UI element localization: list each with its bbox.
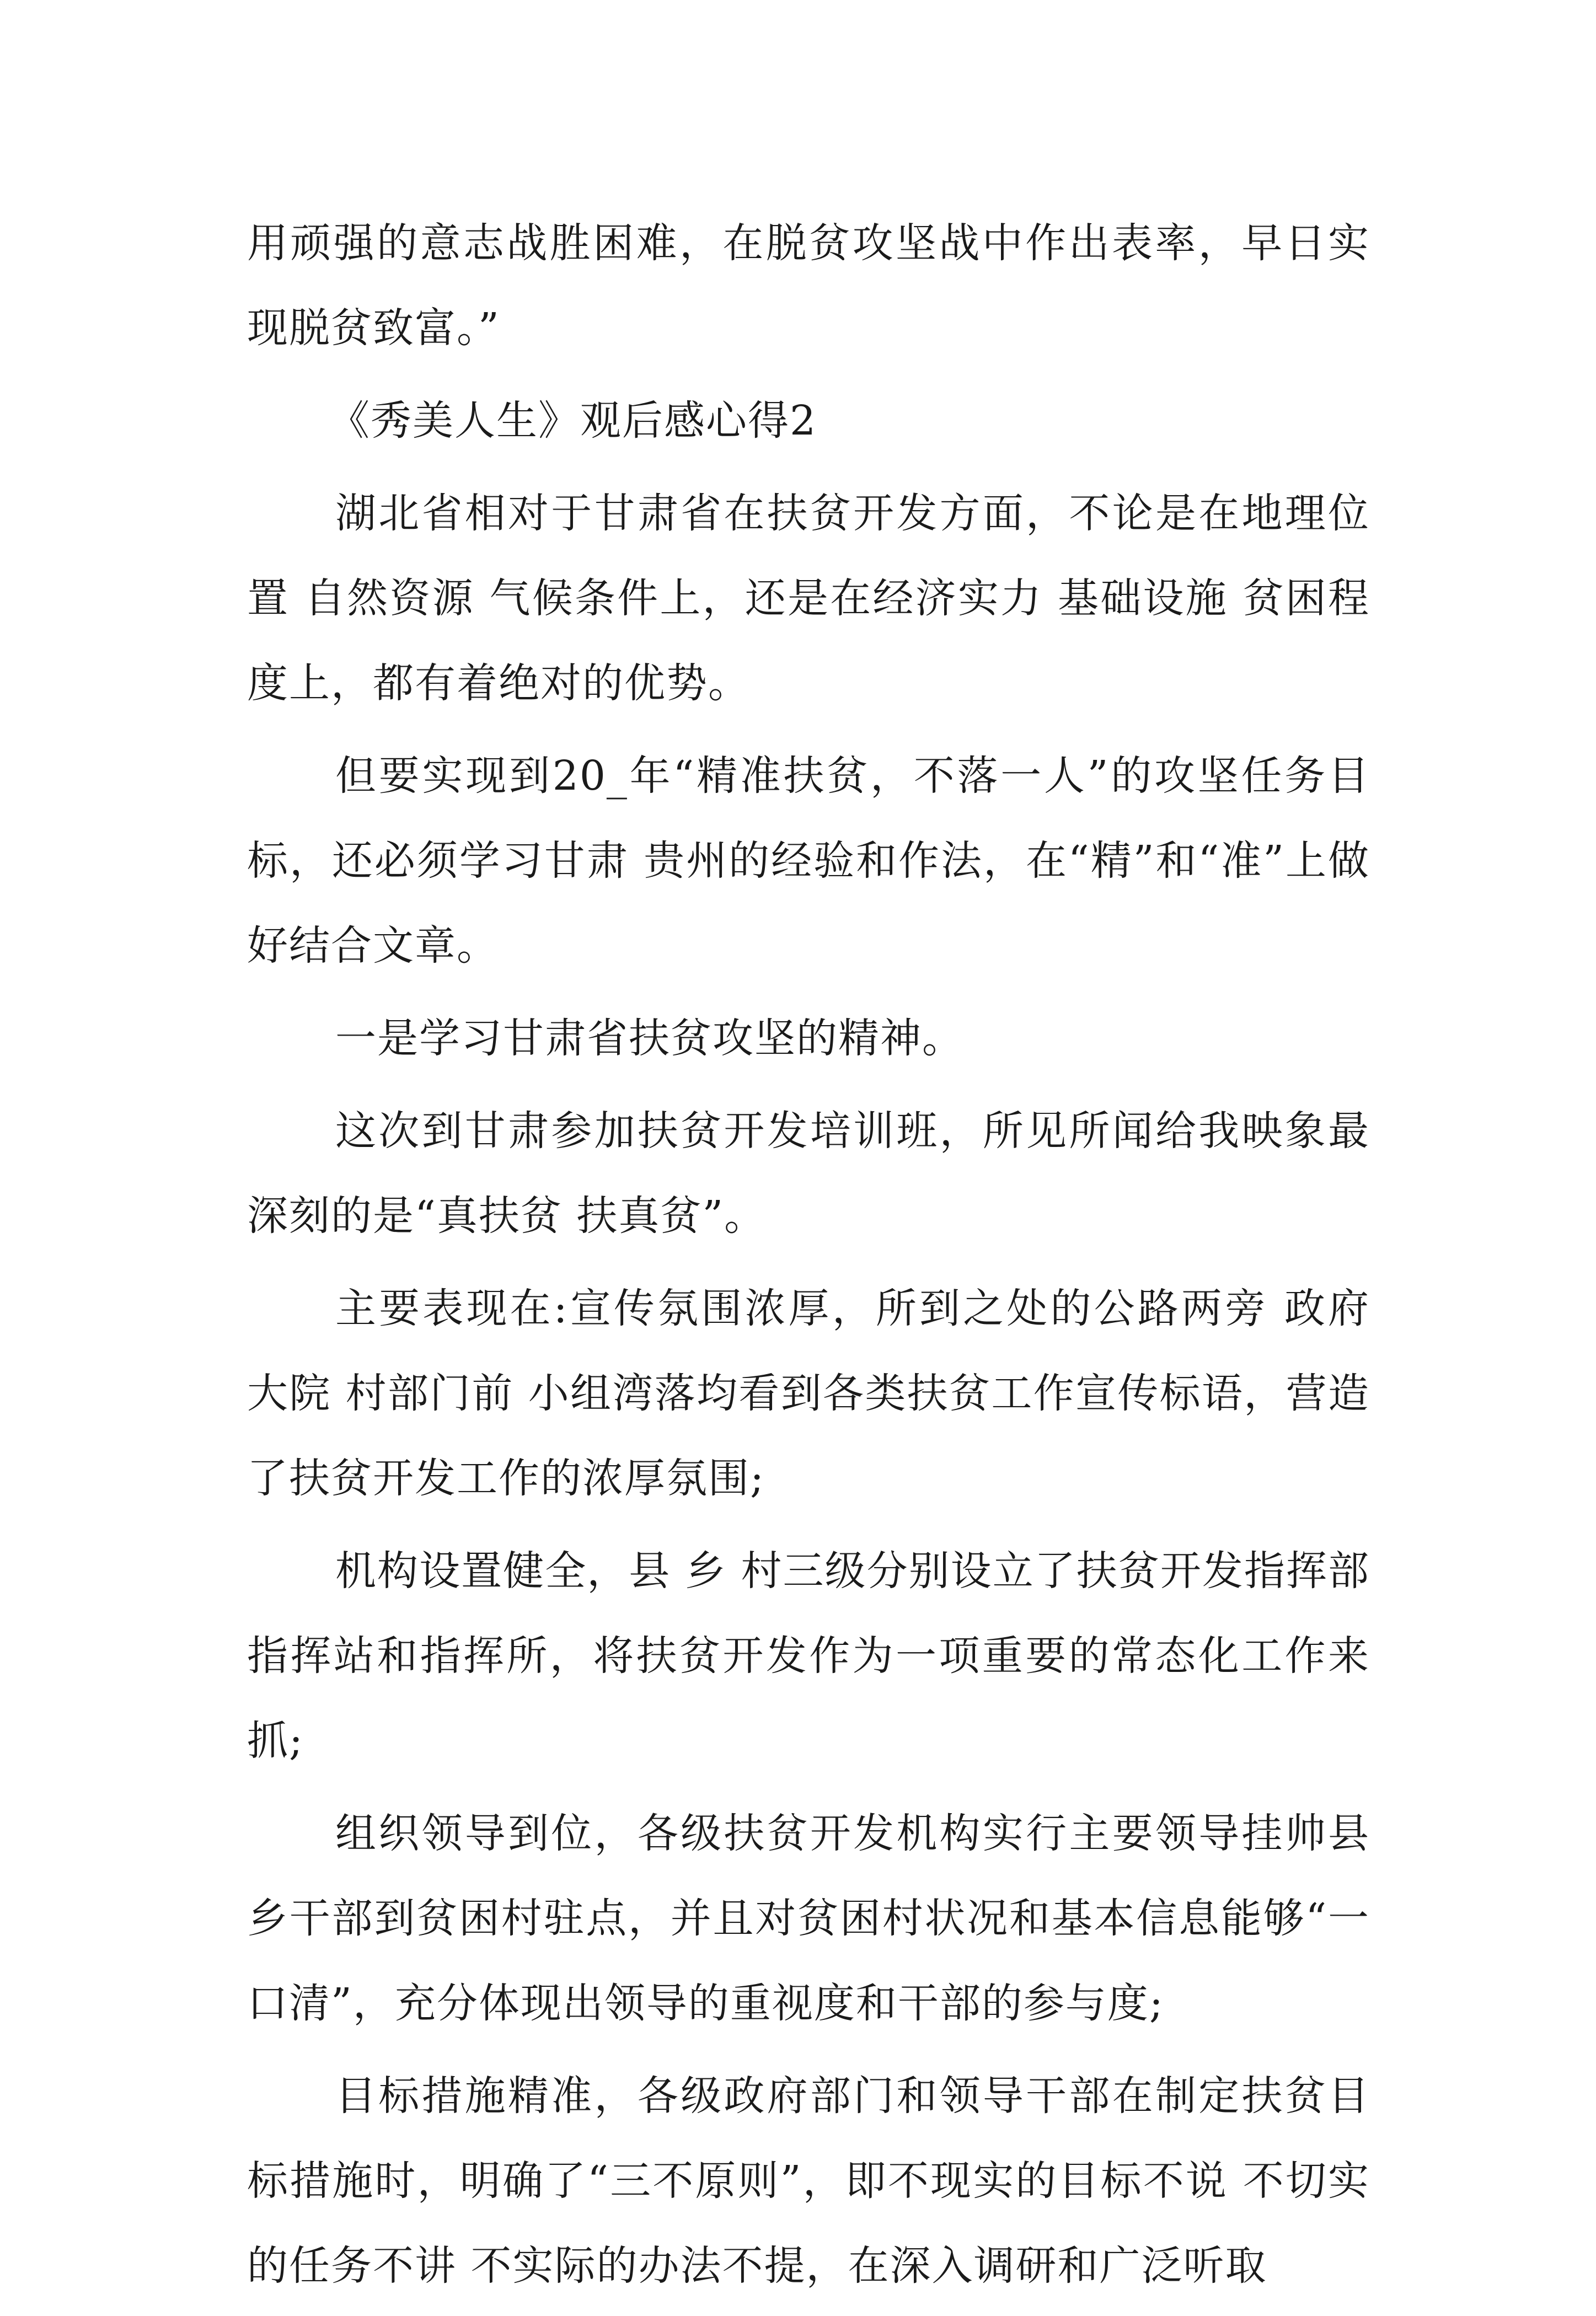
paragraph-6: 主要表现在:宣传氛围浓厚，所到之处的公路两旁 政府大院 村部门前 小组湾落均看到各类扶贫工作宣传标语，营造了扶贫开发工作的浓厚氛围; (247, 1285, 1370, 1502)
paragraph-9: 目标措施精准，各级政府部门和领导干部在制定扶贫目标措施时，明确了“三不原则”，即不现实的目标不说 不切实的任务不讲 不实际的办法不提，在深入调研和广泛听取 (247, 2072, 1370, 2290)
section-heading: 《秀美人生》观后感心得2 (329, 397, 817, 444)
paragraph-5: 这次到甘肃参加扶贫开发培训班，所见所闻给我映象最深刻的是“真扶贫 扶真贫”。 (247, 1107, 1370, 1240)
paragraph-1: 用顽强的意志战胜困难，在脱贫攻坚战中作出表率，早日实现脱贫致富。” (247, 219, 1370, 352)
paragraph-4: 一是学习甘肃省扶贫攻坚的精神。 (335, 1015, 964, 1062)
paragraph-8: 组织领导到位，各级扶贫开发机构实行主要领导挂帅县乡干部到贫困村驻点，并且对贫困村状况和基本信息能够“一口清”，充分体现出领导的重视度和干部的参与度; (247, 1810, 1370, 2027)
paragraph-2: 湖北省相对于甘肃省在扶贫开发方面，不论是在地理位置 自然资源 气候条件上，还是在经济实力 基础设施 贫困程度上，都有着绝对的优势。 (247, 490, 1370, 707)
paragraph-3: 但要实现到20_年“精准扶贫，不落一人”的攻坚任务目标，还必须学习甘肃 贵州的经验和作法，在“精”和“准”上做好结合文章。 (247, 752, 1370, 969)
document-body (247, 201, 1370, 2316)
paragraph-7: 机构设置健全，县 乡 村三级分别设立了扶贫开发指挥部 指挥站和指挥所，将扶贫开发作为一项重要的常态化工作来抓; (247, 1547, 1370, 1765)
